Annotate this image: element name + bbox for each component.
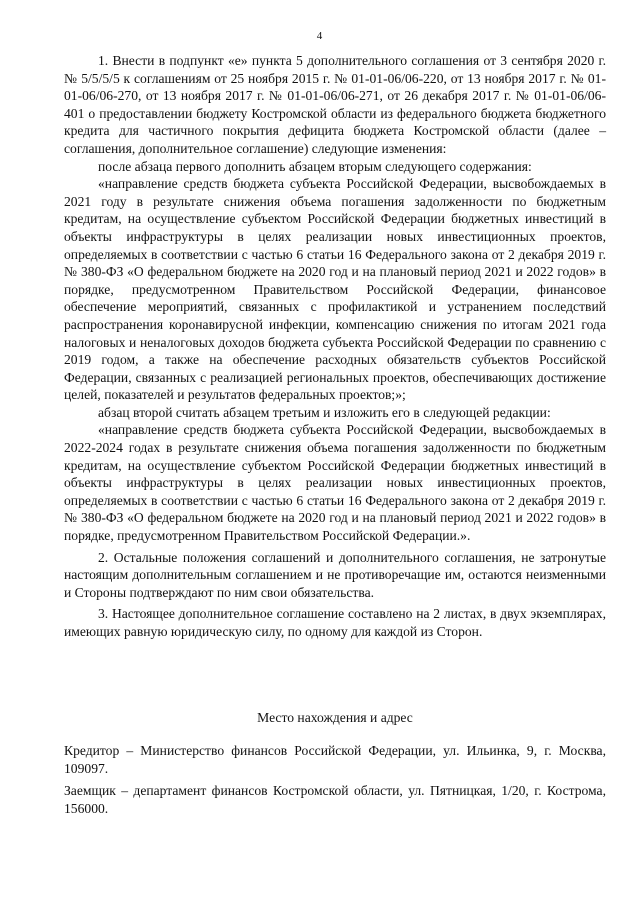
paragraph-5: «направление средств бюджета субъекта Российской Федерации, высвобождаемых в 2022-2024 годах в результате снижения объема погашения задолженности по бюджетным кредитам, на осуществление субъектом Российской Федерации бюджетных инвестиций в объекты инфраструктуры в целях реализации новых инвестиционных проектов, определяемых в соответствии с частью 6 статьи 16 Федерального закона от 2 декабря 2019 г. № 380-ФЗ «О федеральном бюджете на 2020 год и на плановый период 2021 и 2022 годов» в порядке, предусмотренном Правительством Российской Федерации.». [64, 422, 606, 544]
paragraph-2: после абзаца первого дополнить абзацем вторым следующего содержания: [98, 158, 532, 174]
document-body [64, 52, 606, 641]
paragraph-6: 2. Остальные положения соглашений и дополнительного соглашения, не затронутые настоящим дополнительным соглашением и не противоречащие им, остаются неизменными и Стороны подтверждают по ним свои обязательства. [64, 549, 606, 600]
paragraph-4: абзац второй считать абзацем третьим и изложить его в следующей редакции: [98, 404, 551, 420]
paragraph-7: 3. Настоящее дополнительное соглашение составлено на 2 листах, в двух экземплярах, имеющих равную юридическую силу, по одному для каждой из Сторон. [64, 606, 606, 639]
section-heading: Место нахождения и адрес [257, 710, 413, 725]
borrower-address: Заемщик – департамент финансов Костромской области, ул. Пятницкая, 1/20, г. Кострома, 156000. [64, 783, 606, 816]
page-number: 4 [316, 30, 323, 42]
paragraph-3: «направление средств бюджета субъекта Российской Федерации, высвобождаемых в 2021 году в результате снижения объема погашения задолженности по бюджетным кредитам, на осуществление субъектом Российской Федерации бюджетных инвестиций в объекты инфраструктуры в целях реализации новых инвестиционных проектов, определяемых в соответствии с частью 6 статьи 16 Федерального закона от 2 декабря 2019 г. № 380-ФЗ «О федеральном бюджете на 2020 год и на плановый период 2021 и 2022 годов» в порядке, предусмотренном Правительством Российской Федерации, финансовое обеспечение мероприятий, связанных с профилактикой и устранением последствий распространения коронавирусной инфекции, компенсацию снижения по итогам 2021 года налоговых и неналоговых доходов бюджета субъекта Российской Федерации по сравнению с 2019 годом, а также на обеспечение расходных обязательств субъектов Российской Федерации, связанных с реализацией региональных проектов, обеспечивающих достижение целей, показателей и результатов федеральных проектов;»; [64, 176, 606, 403]
paragraph-1: 1. Внести в подпункт «е» пункта 5 дополнительного соглашения от 3 сентября 2020 г. № 5/5/5/5 к соглашениям от 25 ноября 2015 г. № 01-01-06/06-220, от 13 ноября 2017 г. № 01-01-06/06-270, от 13 ноября 2017 г. № 01-01-06/06-271, от 26 декабря 2017 г. № 01-01-06/06-401 о предоставлении бюджету Костромской области из федерального бюджета бюджетного кредита для частичного покрытия дефицита бюджета Костромской области (далее – соглашения, дополнительное соглашение) следующие изменения: [64, 53, 606, 156]
creditor-address: Кредитор – Министерство финансов Российской Федерации, ул. Ильинка, 9, г. Москва, 109097. [64, 743, 606, 776]
